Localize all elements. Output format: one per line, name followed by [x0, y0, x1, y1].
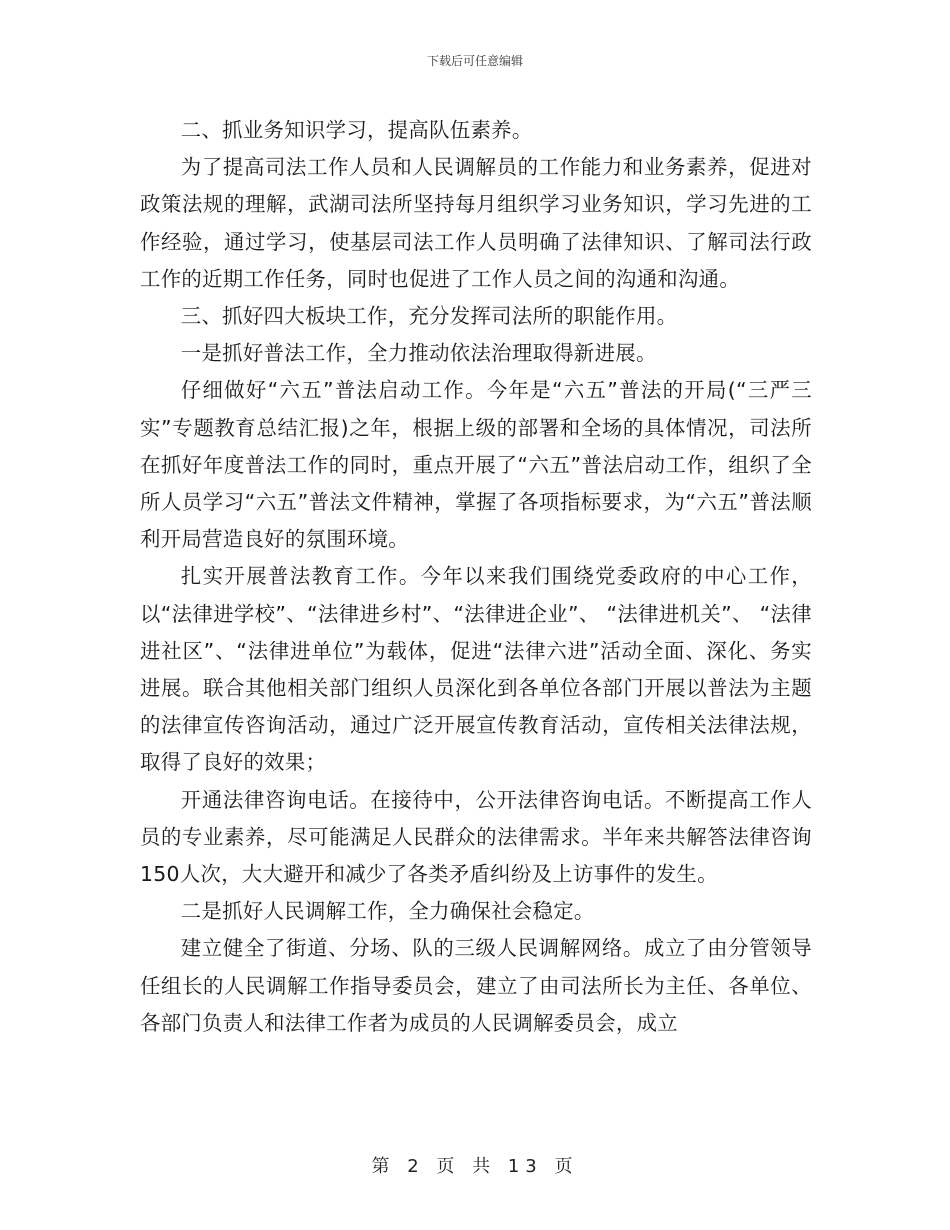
- paragraph: 建立健全了街道、分场、队的三级人民调解网络。成立了由分管领导任组长的人民调解工作指导委员会，建立了由司法所长为主任、各单位、各部门负责人和法律工作者为成员的人民调解委员会，成立: [140, 936, 812, 1035]
- paragraph: 二、抓业务知识学习，提高队伍素养。: [180, 118, 533, 142]
- paragraph: 三、抓好四大板块工作，充分发挥司法所的职能作用。: [180, 304, 678, 329]
- paragraph: 二是抓好人民调解工作，全力确保社会稳定。: [180, 899, 595, 924]
- paragraph: 开通法律咨询电话。在接待中，公开法律咨询电话。不断提高工作人员的专业素养，尽可能满足人民群众的法律需求。半年来共解答法律咨询150人次，大大避开和减少了各类矛盾纠纷及上访事件的发生。: [140, 787, 812, 887]
- document-body: [140, 112, 812, 1042]
- header-note: 下载后可任意编辑: [426, 54, 523, 68]
- page-number: 第 2 页 共 13 页: [371, 1156, 579, 1177]
- paragraph: 为了提高司法工作人员和人民调解员的工作能力和业务素养，促进对政策法规的理解，武湖司法所坚持每月组织学习业务知识，学习先进的工作经验，通过学习，使基层司法工作人员明确了法律知识、了解司法行政工作的近期工作任务，同时也促进了工作人员之间的沟通和沟通。: [140, 155, 812, 291]
- paragraph: 扎实开展普法教育工作。今年以来我们围绕党委政府的中心工作，以“法律进学校”、“法律进乡村”、“法律进企业”、 “法律进机关”、 “法律进社区”、“法律进单位”为载体，促进“法律六进”活动全面、深化、务实进展。联合其他相关部门组织人员深化到各单位各部门开展以普法为主题的法律宣传咨询活动，通过广泛开展宣传教育活动，宣传相关法律法规，取得了良好的效果；: [140, 564, 812, 775]
- paragraph: 仔细做好“六五”普法启动工作。今年是“六五”普法的开局(“三严三实”专题教育总结汇报)之年，根据上级的部署和全场的具体情况，司法所在抓好年度普法工作的同时，重点开展了“六五”普法启动工作，组织了全所人员学习“六五”普法文件精神，掌握了各项指标要求，为“六五”普法顺利开局营造良好的氛围环境。: [140, 378, 812, 552]
- paragraph: 一是抓好普法工作，全力推动依法治理取得新进展。: [180, 341, 657, 366]
